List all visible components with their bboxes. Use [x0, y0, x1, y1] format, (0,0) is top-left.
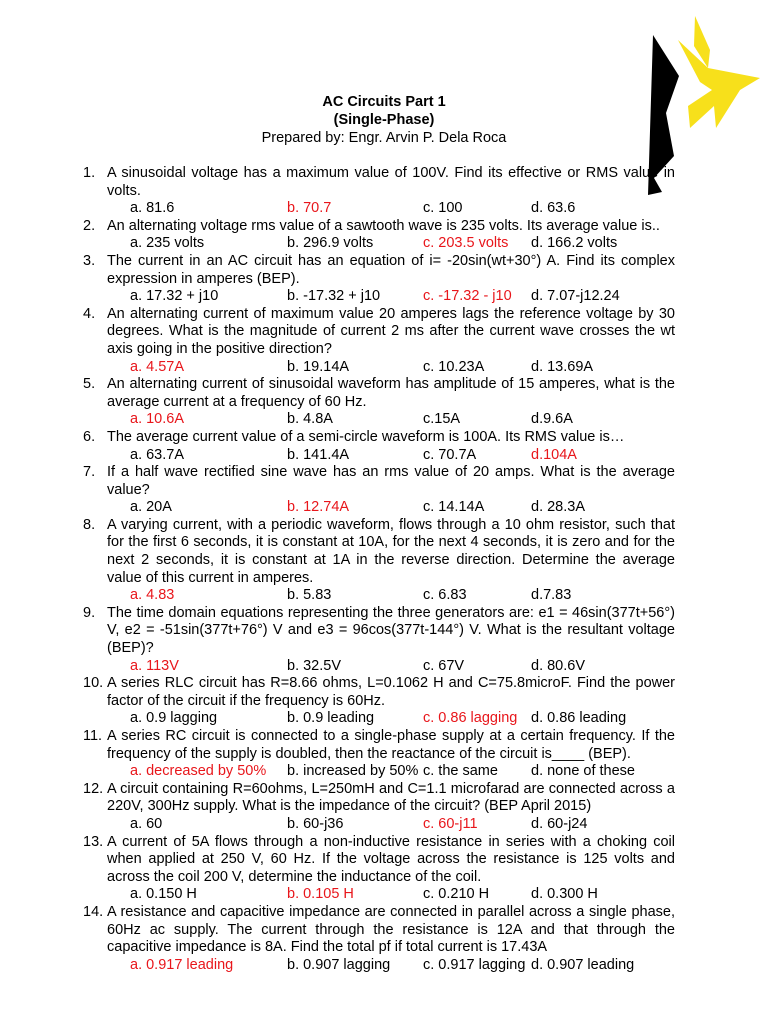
- option-c-correct-answer: c. 60-j11: [423, 815, 478, 832]
- option-d: d. 60-j24: [531, 815, 588, 832]
- question-text: The current in an AC circuit has an equation of i= -20sin(wt+30°) A. Find its complex expression in amperes (BEP).: [107, 252, 675, 287]
- option-a: a. 63.7A: [130, 446, 185, 463]
- answer-options: [0, 658, 768, 676]
- answer-options: [0, 816, 768, 834]
- question-text: A current of 5A flows through a non-inductive resistance in series with a choking coil when applied at 250 V, 60 Hz. If the voltage across the resistance is 125 volts and across the coil 200 V, determine the inductance of the coil.: [107, 833, 675, 885]
- question-number: 10.: [83, 675, 104, 692]
- question-number: 6.: [83, 428, 96, 445]
- option-b: b. 32.5V: [287, 657, 342, 674]
- question-text: A sinusoidal voltage has a maximum value of 100V. Find its effective or RMS value in volts.: [107, 165, 675, 199]
- option-d-correct-answer: d.104A: [531, 446, 577, 463]
- option-c: c. 100: [423, 200, 463, 217]
- answer-options: [0, 710, 768, 728]
- option-d: d. 28.3A: [531, 499, 586, 516]
- document-title: AC Circuits Part 1: [322, 94, 446, 110]
- question-text: A circuit containing R=60ohms, L=250mH and C=1.1 microfarad are connected across a 220V, 300Hz supply. What is the impedance of the circuit? (BEP April 2015): [107, 780, 675, 815]
- option-b: b. increased by 50%: [287, 763, 419, 780]
- question-item: [0, 306, 675, 359]
- option-c: c. 6.83: [423, 587, 467, 604]
- question-text: The average current value of a semi-circle waveform is 100A. Its RMS value is…: [107, 428, 625, 445]
- option-d: d. 13.69A: [531, 358, 594, 375]
- option-a: a. 60: [130, 815, 163, 832]
- option-c: c. 70.7A: [423, 446, 477, 463]
- author-line: Prepared by: Engr. Arvin P. Dela Roca: [261, 130, 507, 146]
- question-item: [0, 253, 675, 288]
- option-a-correct-answer: a. decreased by 50%: [130, 763, 267, 780]
- question-text: If a half wave rectified sine wave has an rms value of 20 amps. What is the average value?: [107, 464, 675, 498]
- option-c: c. 14.14A: [423, 499, 485, 516]
- question-text: A resistance and capacitive impedance are connected in parallel across a single phase, 60Hz ac supply. The current through the resistance is 12A and that through the capacitive impedance is 8A. Find the total pf if total current is 17.43A: [107, 903, 675, 956]
- option-c-correct-answer: c. -17.32 - j10: [423, 288, 512, 305]
- option-a: a. 0.150 H: [130, 886, 197, 903]
- question-item: [0, 834, 675, 887]
- option-c: c. 0.210 H: [423, 886, 490, 903]
- answer-options: [0, 447, 768, 465]
- option-a-correct-answer: a. 0.917 leading: [130, 956, 234, 973]
- option-b-correct-answer: b. 70.7: [287, 200, 332, 217]
- option-b-correct-answer: b. 12.74A: [287, 499, 350, 516]
- answer-options: [0, 499, 768, 517]
- document-header: [0, 93, 768, 147]
- option-c: c. the same: [423, 763, 498, 780]
- option-d: d. 80.6V: [531, 657, 586, 674]
- question-text: An alternating voltage rms value of a sawtooth wave is 235 volts. Its average value is..: [107, 217, 660, 234]
- option-b: b. 5.83: [287, 587, 332, 604]
- question-item: [0, 517, 675, 587]
- question-text: An alternating current of maximum value 20 amperes lags the reference voltage by 30 degrees. What is the magnitude of current 2 ms after the current wave crosses the wt axis going in the positive direction?: [107, 305, 675, 357]
- answer-options: [0, 411, 768, 429]
- option-d: d. 0.907 leading: [531, 956, 635, 973]
- option-b: b. 0.9 leading: [287, 710, 375, 727]
- option-b: b. 4.8A: [287, 411, 333, 428]
- question-item: [0, 728, 675, 763]
- question-number: 1.: [83, 165, 96, 181]
- answer-options: [0, 587, 768, 605]
- option-a-correct-answer: a. 113V: [130, 657, 179, 674]
- question-list: [0, 165, 768, 974]
- option-d: d. 0.86 leading: [531, 710, 627, 727]
- question-item: [0, 218, 675, 236]
- question-item: [0, 605, 675, 658]
- answer-options: [0, 200, 768, 218]
- option-c-correct-answer: c. 203.5 volts: [423, 235, 509, 252]
- question-item: [0, 675, 675, 710]
- answer-options: [0, 288, 768, 306]
- option-a: a. 20A: [130, 499, 172, 516]
- question-item: [0, 376, 675, 411]
- option-c: c. 0.917 lagging: [423, 956, 526, 973]
- question-item: [0, 464, 675, 499]
- option-b: b. 296.9 volts: [287, 235, 374, 252]
- answer-options: [0, 886, 768, 904]
- option-b-correct-answer: b. 0.105 H: [287, 886, 354, 903]
- question-text: A series RLC circuit has R=8.66 ohms, L=0.1062 H and C=75.8microF. Find the power factor of the circuit if the frequency is 60Hz.: [107, 675, 675, 709]
- question-item: [0, 781, 675, 816]
- option-d: d. 0.300 H: [531, 886, 598, 903]
- option-c: c. 10.23A: [423, 358, 485, 375]
- question-text: A varying current, with a periodic waveform, flows through a 10 ohm resistor, such that for the first 6 seconds, it is constant at 10A, for the next 4 seconds, it is zero and for the next 2 seconds, it is constant at 1A in the reverse direction. Determine the average value of this current in amperes.: [107, 516, 675, 586]
- question-number: 5.: [83, 376, 96, 393]
- question-number: 8.: [83, 516, 96, 533]
- option-c: c. 67V: [423, 657, 465, 674]
- question-number: 11.: [83, 728, 103, 744]
- question-number: 14.: [83, 903, 104, 920]
- answer-options: [0, 763, 768, 781]
- option-d: d.7.83: [531, 587, 572, 604]
- question-number: 12.: [83, 780, 104, 797]
- question-item: [0, 904, 675, 957]
- option-d: d. 63.6: [531, 200, 576, 217]
- option-a: a. 17.32 + j10: [130, 288, 219, 305]
- option-b: b. 0.907 lagging: [287, 956, 391, 973]
- option-c: c.15A: [423, 411, 461, 428]
- option-d: d. 166.2 volts: [531, 235, 618, 252]
- option-a: a. 235 volts: [130, 235, 205, 252]
- question-number: 4.: [83, 305, 96, 322]
- answer-options: [0, 359, 768, 377]
- option-d: d. 7.07-j12.24: [531, 288, 620, 305]
- option-b: b. -17.32 + j10: [287, 288, 381, 305]
- option-d: d.9.6A: [531, 411, 573, 428]
- question-text: A series RC circuit is connected to a single-phase supply at a certain frequency. If the frequency of the supply is doubled, then the reactance of the circuit is____ (BEP).: [107, 728, 675, 762]
- option-c-correct-answer: c. 0.86 lagging: [423, 710, 518, 727]
- question-number: 13.: [83, 833, 104, 850]
- option-b: b. 141.4A: [287, 446, 350, 463]
- option-a-correct-answer: a. 4.57A: [130, 358, 185, 375]
- question-item: [0, 165, 675, 200]
- answer-options: [0, 957, 768, 975]
- document-subtitle: (Single-Phase): [333, 112, 435, 128]
- option-a-correct-answer: a. 4.83: [130, 587, 175, 604]
- question-text: The time domain equations representing the three generators are: e1 = 46sin(377t+56°) V, e2 = -51sin(377t+76°) V and e3 = 96cos(377t-144°) V. What is the resultant voltage (BEP)?: [107, 604, 675, 657]
- option-a-correct-answer: a. 10.6A: [130, 411, 185, 428]
- question-number: 9.: [83, 604, 96, 621]
- option-b: b. 19.14A: [287, 358, 350, 375]
- answer-options: [0, 235, 768, 253]
- question-number: 7.: [83, 464, 96, 481]
- question-number: 3.: [83, 252, 96, 269]
- question-text: An alternating current of sinusoidal waveform has amplitude of 15 amperes, what is the average current at a frequency of 60 Hz.: [107, 376, 675, 410]
- question-number: 2.: [83, 217, 96, 234]
- option-d: d. none of these: [531, 763, 635, 780]
- question-item: [0, 429, 675, 447]
- option-a: a. 81.6: [130, 200, 175, 217]
- option-b: b. 60-j36: [287, 815, 344, 832]
- option-a: a. 0.9 lagging: [130, 710, 218, 727]
